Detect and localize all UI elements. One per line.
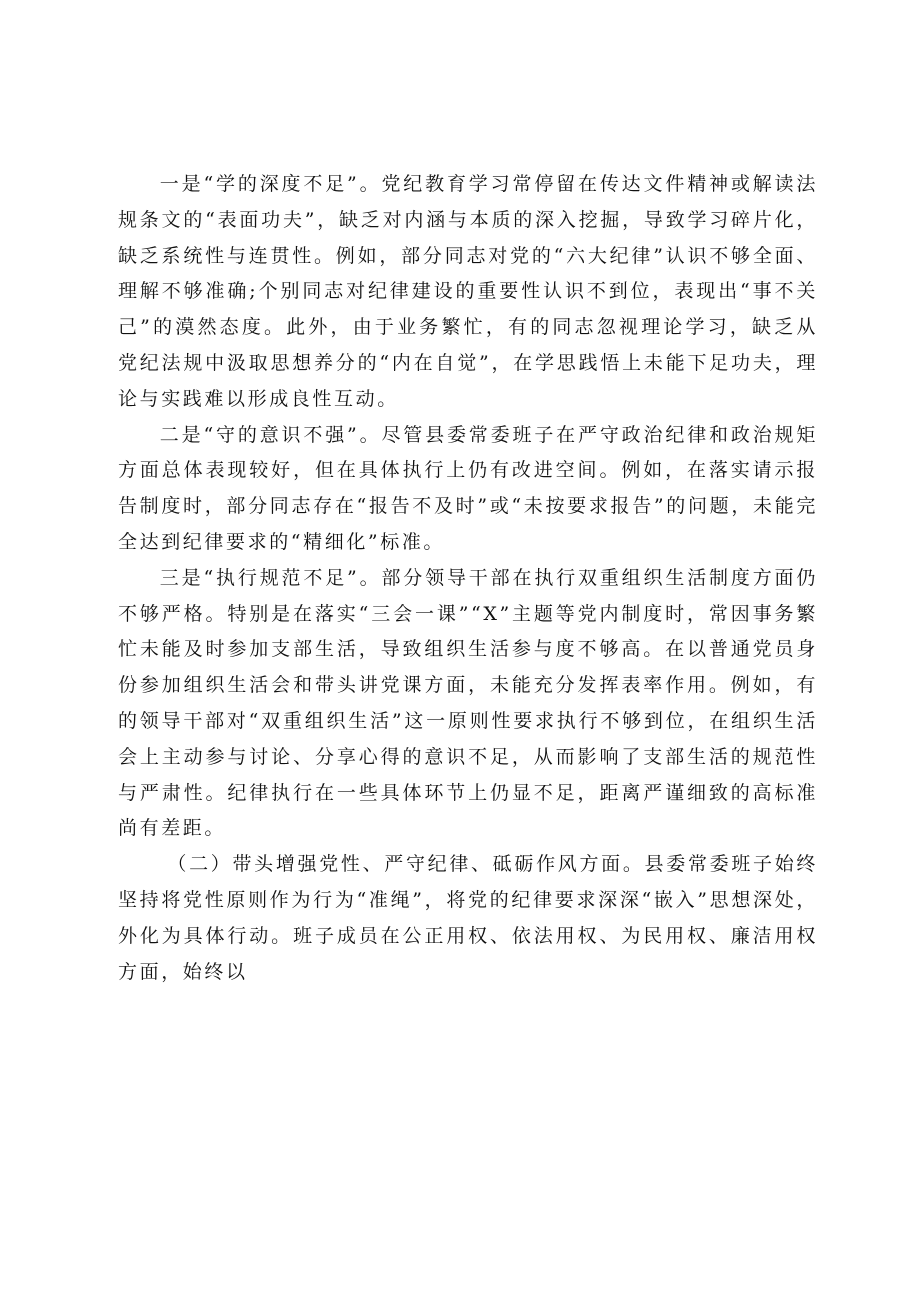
document-body <box>118 167 818 990</box>
paragraph-discipline-awareness: 二是“守的意识不强”。尽管县委常委班子在严守政治纪律和政治规矩方面总体表现较好，但在具体执行上仍有改进空间。例如，在落实请示报告制度时，部分同志存在“报告不及时”或“未按要求报告”的问题，未能完全达到纪律要求的“精细化”标准。 <box>118 423 818 553</box>
paragraph-section-two: （二）带头增强党性、严守纪律、砥砺作风方面。县委常委班子始终坚持将党性原则作为行为“准绳”，将党的纪律要求深深“嵌入”思想深处，外化为具体行动。班子成员在公正用权、依法用权、为民用权、廉洁用权方面，始终以 <box>118 853 818 983</box>
paragraph-execution-standards: 三是“执行规范不足”。部分领导干部在执行双重组织生活制度方面仍不够严格。特别是在落实“三会一课”“X”主题等党内制度时，常因事务繁忙未能及时参加支部生活，导致组织生活参与度不够高。在以普通党员身份参加组织生活会和带头讲党课方面，未能充分发挥表率作用。例如，有的领导干部对“双重组织生活”这一原则性要求执行不够到位，在组织生活会上主动参与讨论、分享心得的意识不足，从而影响了支部生活的规范性与严肃性。纪律执行在一些具体环节上仍显不足，距离严谨细致的高标准尚有差距。 <box>118 566 818 840</box>
paragraph-study-depth: 一是“学的深度不足”。党纪教育学习常停留在传达文件精神或解读法规条文的“表面功夫”，缺乏对内涵与本质的深入挖掘，导致学习碎片化，缺乏系统性与连贯性。例如，部分同志对党的“六大纪律”认识不够全面、理解不够准确;个别同志对纪律建设的重要性认识不到位，表现出“事不关己”的漠然态度。此外，由于业务繁忙，有的同志忽视理论学习，缺乏从党纪法规中汲取思想养分的“内在自觉”，在学思践悟上未能下足功夫，理论与实践难以形成良性互动。 <box>118 173 818 410</box>
